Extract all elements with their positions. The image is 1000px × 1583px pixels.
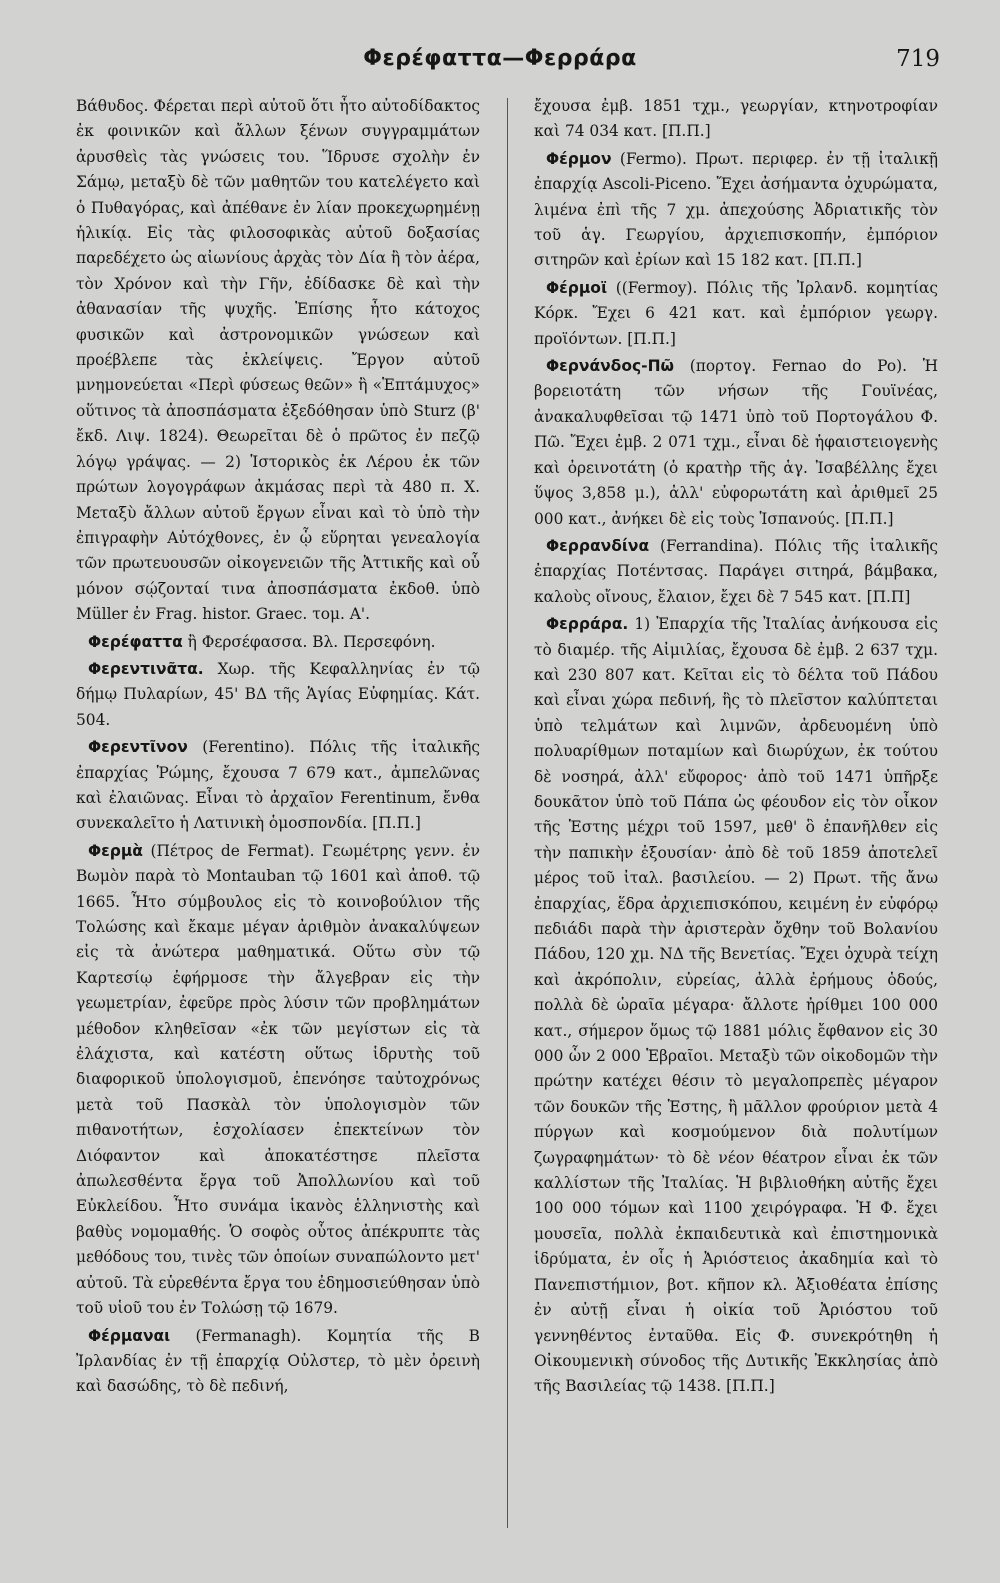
entry — [76, 1324, 480, 1400]
entry-headword: Φέρμαναι — [88, 1326, 171, 1345]
entry-headword: Φερράρα. — [546, 615, 629, 634]
entry — [534, 354, 938, 532]
column-divider — [507, 98, 508, 1528]
text-columns — [76, 94, 938, 1534]
entry-body: (Ferrandina). Πόλις τῆς ἰταλικῆς ἐπαρχίας Ποτέντσας. Παράγει σιτηρά, βάμβακα, καλοὺς οἴνους, ἔλαιον, ἔχει δὲ 7 545 κατ. [Π.Π] — [534, 536, 938, 606]
entry-body: 1) Ἐπαρχία τῆς Ἰταλίας ἀνήκουσα εἰς τὸ διαμέρ. τῆς Αἰμιλίας, ἔχουσα δὲ ἐμβ. 2 637 τχμ. καὶ 230 807 κατ. Κεῖται εἰς τὸ δέλτα τοῦ Πάδου καὶ εἶναι χώρα πεδινή, ἣς τὸ πλεῖστον καλύπτεται ὑπὸ τελμάτων καὶ λιμνῶν, ἀρδευομένη ὑπὸ πολυαρίθμων ποταμίων καὶ διωρύχων, ἐκ τούτου δὲ νοσηρά, ἀλλ' εὔφορος· ἀπὸ τοῦ 1471 ὑπῆρξε δουκᾶτον ὑπὸ τοῦ Πάπα ὡς φέουδον εἰς τὸν οἶκον τῆς Ἑστης μέχρι τοῦ 1597, μεθ' ὃ ἐπανῆλθεν εἰς τὴν παπικὴν ἐξουσίαν· ἀπὸ δὲ τοῦ 1859 ἀποτελεῖ μέρος τοῦ ἰταλ. βασιλείου. — 2) Πρωτ. τῆς ἄνω ἐπαρχίας, ἕδρα ἀρχιεπισκόπου, κειμένη ἐν εὐφόρῳ πεδιάδι παρὰ τὴν ἀριστερὰν ὄχθην τοῦ Βολανίου Πάδου, 120 χμ. ΝΔ τῆς Βενετίας. Ἔχει ὀχυρὰ τείχη καὶ ἀκρόπολιν, εὐρείας, ἀλλὰ ἐρήμους ὁδούς, πολλὰ δὲ ὡραῖα μέγαρα· ἄλλοτε ἠρίθμει 100 000 κατ., σήμερον ὅμως τῷ 1881 μόλις ἔφθανον εἰς 30 000 ὧν 2 000 Ἑβραῖοι. Μεταξὺ τῶν οἰκοδομῶν τὴν πρώτην κατέχει θέσιν τὸ μεγαλοπρεπὲς μέγαρον τῶν δουκῶν τῆς Ἑστης, ἢ μᾶλλον φρούριον μετὰ 4 πύργων καὶ κοσμούμενον διὰ πολυτίμων ζωγραφημάτων· τὸ δὲ νέον θέατρον εἶναι ἐκ τῶν καλλίστων τῆς Ἰταλίας. Ἡ βιβλιοθήκη αὐτῆς ἔχει 100 000 τόμων καὶ 1100 χειρόγραφα. Ἡ Φ. ἔχει μουσεῖα, πολλὰ ἐκπαιδευτικὰ καὶ ἐπιστημονικὰ ἱδρύματα, ἐν οἷς ἡ Ἀριόστειος ἀκαδημία καὶ τὸ Πανεπιστήμιον, βοτ. κῆπον κλ. Ἀξιοθέατα ἐπίσης ἐν αὐτῇ εἶναι ἡ οἰκία τοῦ Ἀριόστου τοῦ γεννηθέντος ἐνταῦθα. Εἰς Φ. συνεκρότηθη ἡ Οἰκουμενικὴ σύνοδος τῆς Δυτικῆς Ἐκκλησίας ἀπὸ τῆς Βασιλείας τῷ 1438. [Π.Π.] — [534, 615, 938, 1396]
entry-headword: Φερέφαττα — [88, 632, 183, 651]
entry — [534, 276, 938, 352]
entry-headword: Φερμὰ — [88, 841, 143, 860]
entry — [76, 839, 480, 1322]
entry — [534, 94, 938, 145]
entry-headword: Φερρανδίνα — [546, 536, 650, 555]
entry-headword: Φερεντινᾶτα. — [88, 659, 204, 678]
page-header — [60, 42, 940, 82]
entry-headword: Φέρμον — [546, 149, 612, 168]
entry — [534, 534, 938, 610]
entry — [76, 630, 480, 655]
left-column — [76, 94, 480, 1534]
entry-body: (Ferentino). Πόλις τῆς ἰταλικῆς ἐπαρχίας Ῥώμης, ἔχουσα 7 679 κατ., ἀμπελῶνας καὶ ἐλαιῶνας. Εἶναι τὸ ἀρχαῖον Ferentinum, ἔνθα συνεκαλεῖτο ἡ Λατινικὴ ὁμοσπονδία. [Π.Π.] — [76, 738, 480, 833]
entry — [534, 612, 938, 1400]
entry — [76, 735, 480, 837]
entry — [76, 94, 480, 628]
entry-headword: Φερνάνδος-Πῶ — [546, 357, 675, 376]
entry-body: (πορτογ. Fernao do Po). Ἡ βορειοτάτη τῶν νήσων τῆς Γουϊνέας, ἀνακαλυφθεῖσαι τῷ 1471 ὑπὸ τοῦ Πορτογάλου Φ. Πῶ. Ἔχει ἐμβ. 2 071 τχμ., εἶναι δὲ ἡφαιστειογενὴς καὶ ὀρεινοτάτη (ὁ κρατὴρ τῆς ἁγ. Ἰσαβέλλης ἔχει ὕψος 3,858 μ.), ἀλλ' εὐφορωτάτη καὶ ἀριθμεῖ 25 000 κατ., ἀνήκει δὲ εἰς τοὺς Ἱσπανούς. [Π.Π.] — [534, 357, 938, 528]
entry-body: (Fermanagh). Κομητία τῆς Β Ἰρλανδίας ἐν τῇ ἐπαρχίᾳ Οὐλστερ, τὸ μὲν ὀρεινὴ καὶ δασώδης, τὸ δὲ πεδινή, — [76, 1326, 480, 1396]
running-title: Φερέφαττα—Φερράρα — [363, 46, 637, 71]
entry-body: Βάθυδος. Φέρεται περὶ αὐτοῦ ὅτι ἦτο αὐτοδίδακτος ἐκ φοινικῶν καὶ ἄλλων ξένων συγγραμμάτων ἀρυσθεὶς τὰς γνώσεις του. Ἵδρυσε σχολὴν ἐν Σάμῳ, μεταξὺ δὲ τῶν μαθητῶν του κατελέγετο καὶ ὁ Πυθαγόρας, καὶ ἀπέθανε ἐν λίαν προκεχωρημένῃ ἡλικίᾳ. Εἰς τὰς φιλοσοφικὰς αὐτοῦ δοξασίας παρεδέχετο ὡς αἰωνίους ἀρχὰς τὸν Δία ἢ τὸν ἀέρα, τὸν Χρόνον καὶ τὴν Γῆν, ἐδίδασκε δὲ καὶ τὴν ἀθανασίαν τῆς ψυχῆς. Ἐπίσης ἦτο κάτοχος φυσικῶν καὶ ἀστρονομικῶν γνώσεων καὶ προέβλεπε τὰς ἐκλείψεις. Ἔργον αὐτοῦ μνημονεύεται «Περὶ φύσεως θεῶν» ἢ «Ἑπτάμυχος» οὕτινος τὰ ἀποσπάσματα ἐξεδόθησαν ὑπὸ Sturz (β' ἔκδ. Λιψ. 1824). Θεωρεῖται δὲ ὁ πρῶτος ἐν πεζῷ λόγῳ γράψας. — 2) Ἱστορικὸς ἐκ Λέρου ἐκ τῶν πρώτων λογογράφων ἀκμάσας περὶ τὰ 480 π. Χ. Μεταξὺ ἄλλων αὐτοῦ ἔργων εἶναι καὶ τὸ ὑπὸ τὴν ἐπιγραφὴν Αὐτόχθονες, ἐν ᾧ εὕρηται γενεαλογία τῶν πρωτευουσῶν οἰκογενειῶν τῆς Ἀττικῆς καὶ οὗ μόνον σῴζονταί τινα ἀποσπάσματα ἐκδοθ. ὑπὸ Müller ἐν Frag. histor. Graec. τομ. Α'. — [76, 97, 480, 624]
entry — [534, 147, 938, 274]
right-column — [534, 94, 938, 1534]
entry-body: (Πέτρος de Fermat). Γεωμέτρης γενν. ἐν Βωμὸν παρὰ τὸ Montauban τῷ 1601 καὶ ἀποθ. τῷ 1665. Ἦτο σύμβουλος εἰς τὸ κοινοβούλιον τῆς Τολώσης καὶ ἔκαμε μέγαν ἀριθμὸν ἀνακαλύψεων εἰς τὰ ἀνώτερα μαθηματικά. Οὕτω σὺν τῷ Καρτεσίῳ ἐφήρμοσε τὴν ἄλγεβραν εἰς τὴν γεωμετρίαν, ἐφεῦρε πρὸς λύσιν τῶν προβλημάτων μέθοδον κληθεῖσαν «ἐκ τῶν μεγίστων εἰς τὰ ἐλάχιστα, καὶ κατέστη οὕτως ἱδρυτὴς τοῦ διαφορικοῦ ὑπολογισμοῦ, ἐπενόησε ταὐτοχρόνως μετὰ τοῦ Πασκὰλ τὸν ὑπολογισμὸν τῶν πιθανοτήτων, ἐσχολίασεν ἐπεκτείνων τὸν Διόφαντον καὶ ἀποκατέστησε πλεῖστα ἀπωλεσθέντα ἔργα τοῦ Ἀπολλωνίου καὶ τοῦ Εὐκλείδου. Ἦτο συνάμα ἱκανὸς ἑλληνιστὴς καὶ βαθὺς νομομαθής. Ὁ σοφὸς οὗτος ἀπέκρυπτε τὰς μεθόδους του, τινὲς τῶν ὁποίων συναπώλοντο μετ' αὐτοῦ. Τὰ εὑρεθέντα ἔργα του ἐδημοσιεύθησαν ὑπὸ τοῦ υἱοῦ του ἐν Τολώσῃ τῷ 1679. — [76, 841, 480, 1318]
entry-body: ἔχουσα ἐμβ. 1851 τχμ., γεωργίαν, κτηνοτροφίαν καὶ 74 034 κατ. [Π.Π.] — [534, 97, 938, 141]
page-number: 719 — [896, 46, 940, 72]
entry-body: ἢ Φερσέφασσα. Βλ. Περσεφόνη. — [187, 632, 436, 651]
entry — [76, 657, 480, 733]
entry-body: Χωρ. τῆς Κεφαλληνίας ἐν τῷ δήμῳ Πυλαρίων, 45' ΒΔ τῆς Ἁγίας Εὐφημίας. Κάτ. 504. — [76, 659, 480, 729]
entry-headword: Φερεντῖνον — [88, 738, 188, 757]
entry-headword: Φέρμοϊ — [546, 278, 607, 297]
entry-body: (Fermo). Πρωτ. περιφερ. ἐν τῇ ἰταλικῇ ἐπαρχίᾳ Ascoli-Piceno. Ἔχει ἀσήμαντα ὀχυρώματα, λιμένα ἐπὶ τῆς 7 χμ. ἀπεχούσης Ἀδριατικῆς τὸν τοῦ ἁγ. Γεωργίου, ἀρχιεπισκοπήν, ἐμπόριον σιτηρῶν καὶ ἐρίων καὶ 15 182 κατ. [Π.Π.] — [534, 149, 938, 270]
entry-body: ((Fermoy). Πόλις τῆς Ἰρλανδ. κομητίας Κόρκ. Ἔχει 6 421 κατ. καὶ ἐμπόριον γεωργ. προϊόντων. [Π.Π.] — [534, 278, 938, 348]
